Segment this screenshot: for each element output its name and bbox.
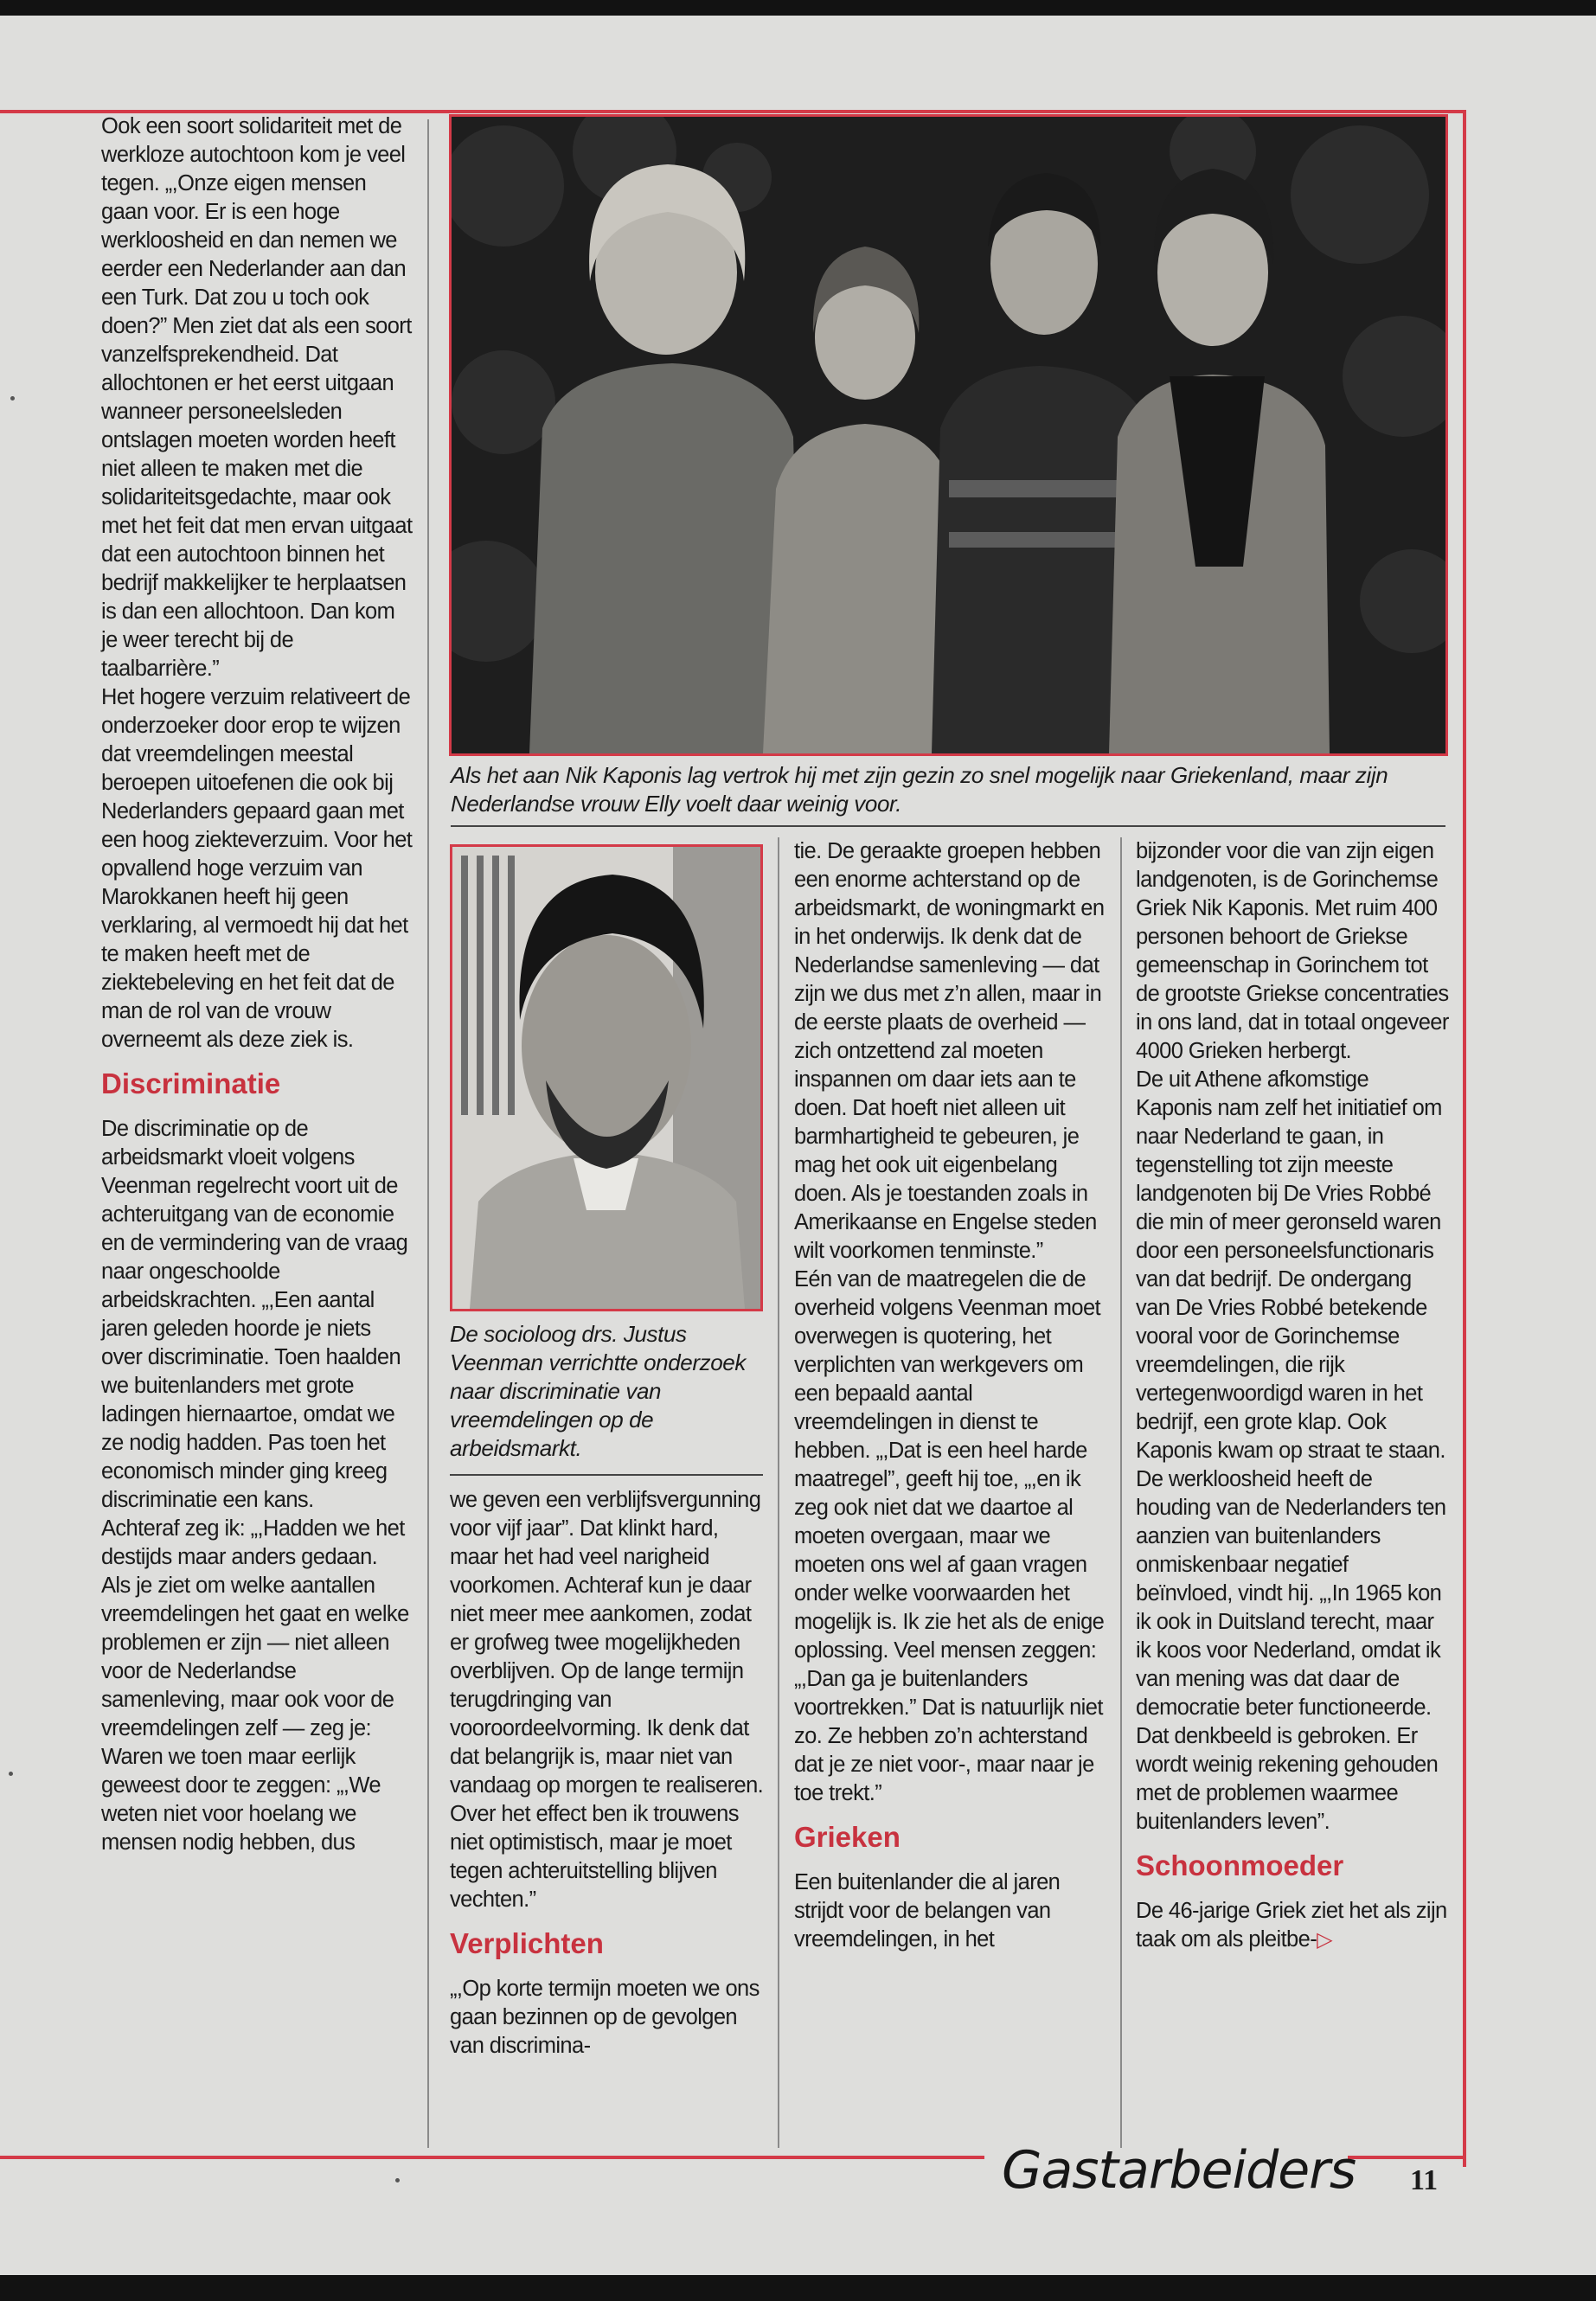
col1-paragraph-3: De discriminatie op de arbeidsmarkt vloeit volgens Veenman regelrecht voort uit de achteruitgang van de economie en de vermindering van de vraag naar ongeschoolde arbeidskrachten. „,Een aantal jaren geleden hoorde je niets over discriminatie. Toen haalden we buitenlanders met grote ladingen hiernaartoe, omdat we ze nodig hadden. Pas toen het economisch minder ging kreeg discriminatie een kans. (101, 1117, 408, 1512)
caption-rule-top (451, 825, 1445, 827)
column-divider-3 (1120, 837, 1122, 2148)
col3-paragraph-2: Eén van de maatregelen die de overheid volgens Veenman moet overwegen is quotering, het verplichten van werkgevers om een bepaald aantal vreemdelingen in dienst te hebben. „,Dat is een heel harde maatregel”, geeft hij toe, „,en ik zeg ook niet dat we daartoe al moeten overgaan, maar we moeten ons wel af gaan vragen onder welke voorwaarden het mogelijk is. Ik zie het als de enige oplossing. Veel mensen zeggen: „,Dan ga je buitenlanders voortrekken.” Dat is natuurlijk niet zo. Ze hebben zo’n achterstand dat je ze niet voor-, maar naar je toe trekt.” (794, 1267, 1105, 1805)
heading-grieken: Grieken (794, 1821, 901, 1853)
column-4 (1136, 837, 1449, 1954)
col3-paragraph-3: Een buitenlander die al jaren strijdt voor de belangen van vreemdelingen, in het (794, 1870, 1061, 1952)
heading-discriminatie: Discriminatie (101, 1067, 281, 1099)
column-3 (794, 837, 1107, 1954)
column-2 (450, 1486, 768, 2061)
col1-paragraph-1: Ook een soort solidariteit met de werkloze autochtoon kom je veel tegen. „,Onze eigen mensen gaan voor. Er is een hoge werkloosheid en dan nemen we eerder een Nederlander aan dan een Turk. Dat zou u toch ook doen?” Men ziet dat als een soort vanzelfsprekendheid. Dat allochtonen er het eerst uitgaan wanneer personeelsleden ontslagen moeten worden heeft niet alleen te maken met die solidariteitsgedachte, maar ook met het feit dat men ervan uitgaat dat een autochtoon binnen het bedrijf makkelijker te herplaatsen is dan een allochtoon. Dan kom je weer terecht bij de taalbarrière.” (101, 114, 413, 681)
family-photo-caption: Als het aan Nik Kaponis lag vertrok hij met zijn gezin zo snel mogelijk naar Griekenland, maar zijn Nederlandse vrouw Elly voelt daar weinig voor. (451, 762, 1388, 817)
column-divider-1 (427, 119, 429, 2148)
family-photo (449, 114, 1448, 756)
column-divider-2 (778, 837, 779, 2148)
portrait-caption: De socioloog drs. Justus Veenman verrichtte onderzoek naar discriminatie van vreemdelingen op de arbeidsmarkt. (450, 1321, 746, 1461)
col3-paragraph-1: tie. De geraakte groepen hebben een enorme achterstand op de arbeidsmarkt, de woningmarkt en in het onderwijs. Ik denk dat de Nederlandse samenleving — dat zijn we dus met z’n allen, maar in de eerste plaats de overheid — zich ontzettend zal moeten inspannen om daar iets aan te doen. Dat hoeft niet alleen uit barmhartigheid te gebeuren, je mag het ook uit eigenbelang doen. Als je toestanden zoals in Amerikaanse en Engelse steden wilt voorkomen tenminste.” (794, 839, 1105, 1263)
family-photo-image (452, 117, 1445, 753)
red-frame-right (1463, 110, 1466, 2167)
magazine-page (0, 16, 1596, 2275)
scan-speck (395, 2178, 400, 2182)
col4-paragraph-1: bijzonder voor die van zijn eigen landgenoten, is de Gorinchemse Griek Nik Kaponis. Met ruim 400 personen behoort de Griekse gemeenschap in Gorinchem tot de grootste Griekse concentraties in ons land, dat in totaal ongeveer 4000 Grieken herbergt. (1136, 839, 1449, 1063)
col4-paragraph-3-text: De 46-jarige Griek ziet het als zijn taak om als pleitbe- (1136, 1899, 1447, 1952)
heading-verplichten: Verplichten (450, 1927, 604, 1959)
page-number: 11 (1410, 2164, 1439, 2196)
col4-paragraph-2: De uit Athene afkomstige Kaponis nam zelf het initiatief om naar Nederland te gaan, in tegenstelling tot zijn meeste landgenoten bij De Vries Robbé die min of meer geronseld waren door een personeelsfunctionaris van dat bedrijf. De ondergang van De Vries Robbé betekende vooral voor de Gorinchemse vreemdelingen, die rijk vertegenwoordigd waren in het bedrijf, een grote klap. Ook Kaponis kwam op straat te staan. De werkloosheid heeft de houding van de Nederlanders ten aanzien van buitenlanders onmiskenbaar negatief beïnvloed, vindt hij. „,In 1965 kon ik ook in Duitsland terecht, maar ik koos voor Nederland, omdat ik van mening was dat daar de democratie beter functioneerde. Dat denkbeeld is gebroken. Er wordt weinig rekening gehouden met de problemen waarmee buitenlanders leven”. (1136, 1067, 1446, 1834)
col1-paragraph-2: Het hogere verzuim relativeert de onderzoeker door erop te wijzen dat vreemdelingen meestal beroepen uitoefenen die ook bij Nederlanders gepaard gaan met een hoog ziekteverzuim. Voor het opvallend hoge verzuim van Marokkanen heeft hij geen verklaring, al vermoedt hij dat het te maken heeft met de ziektebeleving en het feit dat de man de rol van de vrouw overneemt als deze ziek is. (101, 685, 413, 1052)
magazine-name: Gastarbeiders (1002, 2140, 1356, 2201)
scan-edge-bottom (0, 2275, 1596, 2301)
continue-arrow-icon: ▷ (1317, 1928, 1332, 1952)
scan-speck (9, 1772, 13, 1776)
caption-rule-portrait (450, 1474, 763, 1476)
portrait-photo-image (452, 847, 760, 1309)
col2-paragraph-1: we geven een verblijfsvergunning voor vijf jaar”. Dat klinkt hard, maar het had veel narigheid voorkomen. Achteraf kun je daar niet meer mee aankomen, zodat er grofweg twee mogelijkheden overblijven. Op de lange termijn terugdringing van vooroordeelvorming. Ik denk dat dat belangrijk is, maar niet van vandaag op morgen te realiseren. Over het effect ben ik trouwens niet optimistisch, maar je moet tegen achteruitstelling blijven vechten.” (450, 1488, 764, 1912)
col1-paragraph-4: Achteraf zeg ik: „,Hadden we het destijds maar anders gedaan. (101, 1516, 405, 1569)
column-1 (101, 112, 413, 1857)
col4-paragraph-3 (1136, 1897, 1449, 1954)
scan-edge-top (0, 0, 1596, 16)
scan-speck (10, 396, 15, 401)
col2-paragraph-2: „,Op korte termijn moeten we ons gaan bezinnen op de gevolgen van discrimina- (450, 1977, 760, 2058)
portrait-photo (450, 844, 763, 1311)
heading-schoonmoeder: Schoonmoeder (1136, 1849, 1344, 1881)
col1-paragraph-5: Als je ziet om welke aantallen vreemdelingen het gaat en welke problemen er zijn — niet alleen voor de Nederlandse samenleving, maar ook voor de vreemdelingen zelf — zeg je: Waren we toen maar eerlijk geweest door te zeggen: „,We weten niet voor hoelang we mensen nodig hebben, dus (101, 1574, 409, 1855)
